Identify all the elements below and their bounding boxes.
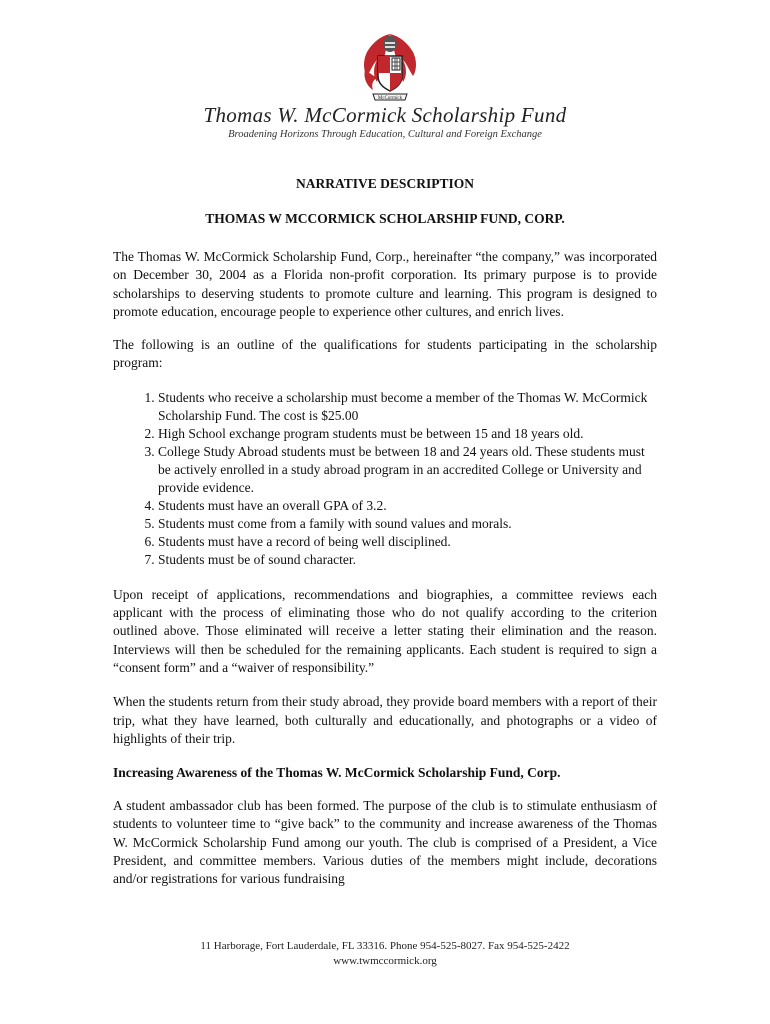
list-item: 5. Students must come from a family with sound values and morals. xyxy=(158,515,657,533)
list-item: 7. Students must be of sound character. xyxy=(158,551,657,569)
fund-tagline: Broadening Horizons Through Education, Cultural and Foreign Exchange xyxy=(228,129,542,140)
paragraph-selection-process: Upon receipt of applications, recommendations and biographies, a committee reviews each applicant with the process of eliminating those who do not qualify according to the criterion outlined above. Those eliminated will receive a letter stating their elimination and the reason. Interviews will then be scheduled for the remaining applicants. Each student is required to sign a “consent form” and a “waiver of responsibility.” xyxy=(113,586,657,675)
list-item: 2. High School exchange program students must be between 15 and 18 years old. xyxy=(158,425,657,443)
heading-corp-name: THOMAS W MCCORMICK SCHOLARSHIP FUND, CORP. xyxy=(205,211,565,226)
page-footer xyxy=(0,939,770,969)
crest-logo-icon xyxy=(359,30,421,106)
paragraph-ambassador-club: A student ambassador club has been formed. The purpose of the club is to stimulate enthusiasm of students to volunteer time to “give back” to the community and increase awareness of the Thomas W. McCormick Scholarship Fund among our youth. The club is comprised of a President, a Vice President, and committee members. Various duties of the members might include, decorations and/or registrations for various fundraising xyxy=(113,798,657,887)
subheading-increasing-awareness: Increasing Awareness of the Thomas W. McCormick Scholarship Fund, Corp. xyxy=(113,765,561,781)
heading-narrative-description: NARRATIVE DESCRIPTION xyxy=(296,176,474,191)
paragraph-intro: The Thomas W. McCormick Scholarship Fund, Corp., hereinafter “the company,” was incorporated on December 30, 2004 as a Florida non-profit corporation. Its primary purpose is to provide scholarships to deserving students to promote culture and learning. This program is designed to promote education, encourage people to experience other cultures, and enrich lives. xyxy=(113,249,657,319)
paragraph-return-report: When the students return from their study abroad, they provide board members with a report of their trip, what they have learned, both culturally and educationally, and photographs or a video of highlights of their trip. xyxy=(113,694,657,746)
list-item: 6. Students must have a record of being well disciplined. xyxy=(158,533,657,551)
qualifications-list xyxy=(113,389,657,569)
fund-name-title: Thomas W. McCormick Scholarship Fund xyxy=(203,103,567,127)
list-item: 3. College Study Abroad students must be between 18 and 24 years old. These students must be actively enrolled in a study abroad program in an accredited College or University and provide evidence. xyxy=(158,443,657,497)
list-item: 1. Students who receive a scholarship must become a member of the Thomas W. McCormick Scholarship Fund. The cost is $25.00 xyxy=(158,389,657,425)
list-item: 4. Students must have an overall GPA of 3.2. xyxy=(158,497,657,515)
document-body xyxy=(113,176,657,889)
crest-banner-text: McCormick xyxy=(377,96,403,101)
footer-website: www.twmccormick.org xyxy=(333,955,437,967)
paragraph-qualifications-intro: The following is an outline of the qualifications for students participating in the scholarship program: xyxy=(113,337,657,371)
footer-address: 11 Harborage, Fort Lauderdale, FL 33316. Phone 954-525-8027. Fax 954-525-2422 xyxy=(200,940,570,952)
